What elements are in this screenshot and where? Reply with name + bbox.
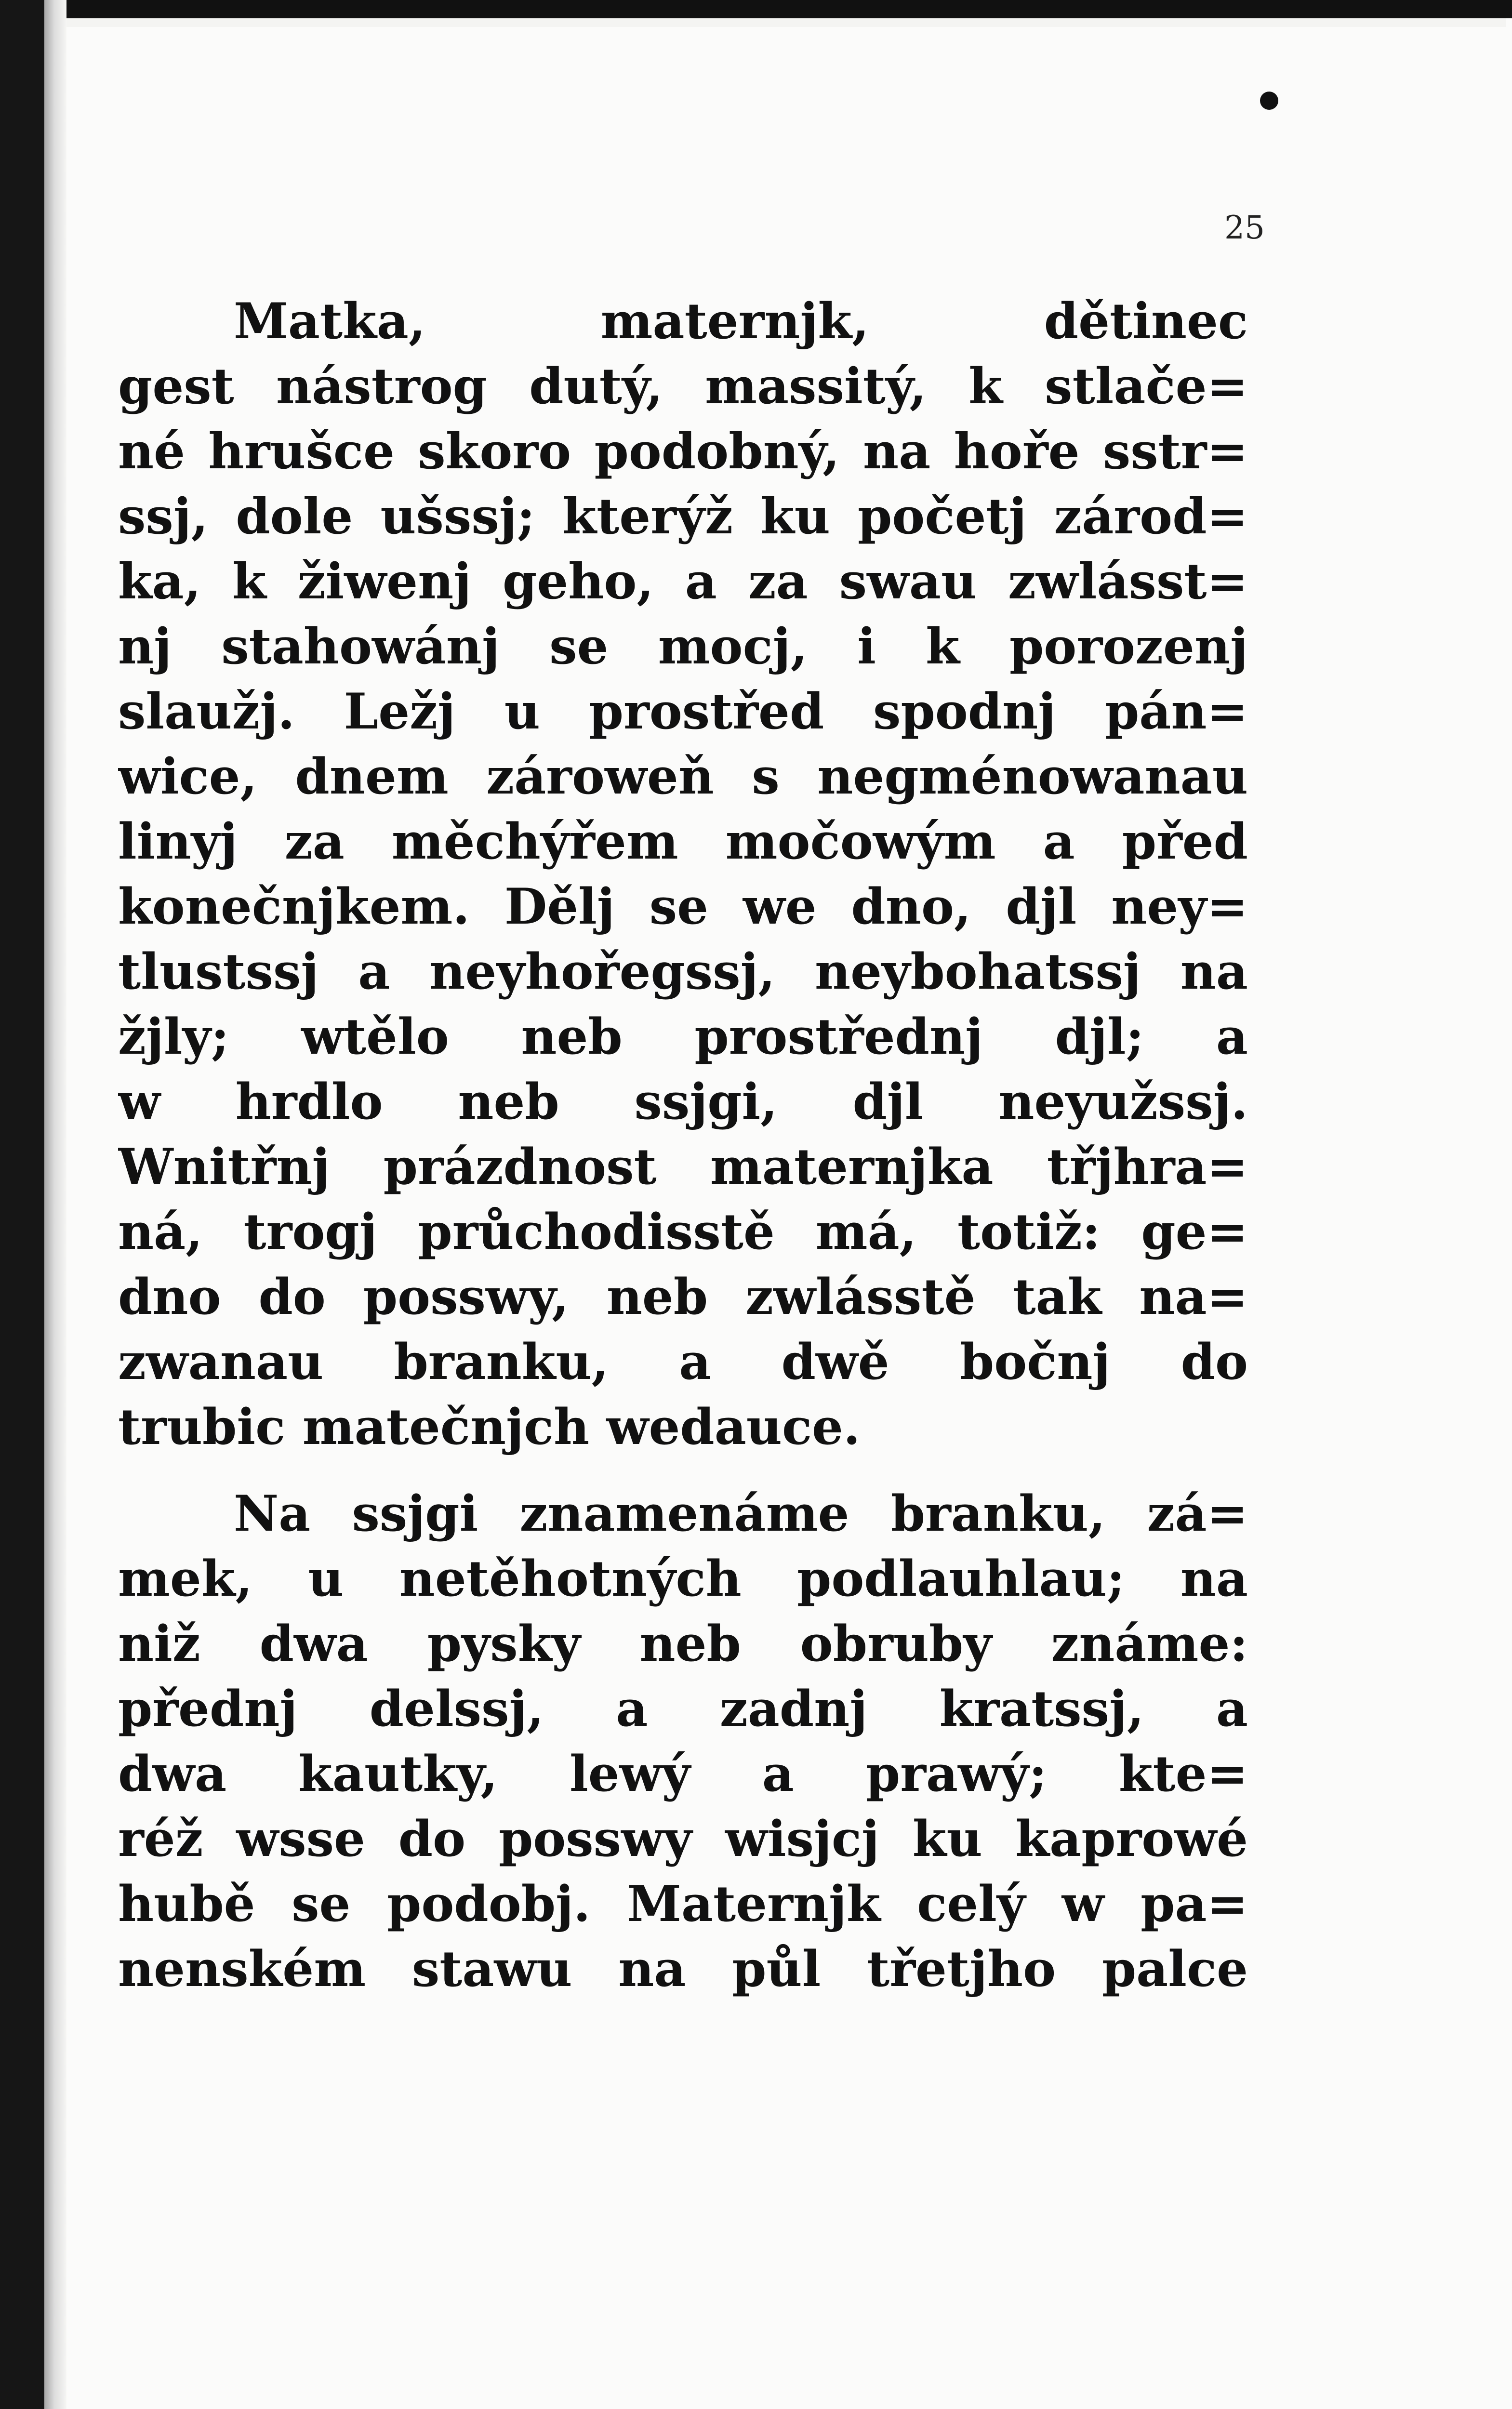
text-line: mek, u netěhotných podlauhlau; na bbox=[118, 1550, 1248, 1608]
text-line: né hrušce skoro podobný, na hoře sstr= bbox=[118, 423, 1248, 480]
text-line: Wnitřnj prázdnost maternjka třjhra= bbox=[118, 1138, 1248, 1196]
text-line: nj stahowánj se mocj, i k porozenj bbox=[118, 618, 1248, 675]
paragraph-1 bbox=[118, 289, 1248, 1460]
text-line: přednj delssj, a zadnj kratssj, a bbox=[118, 1680, 1248, 1738]
text-line: nenském stawu na půl třetjho palce bbox=[118, 1940, 1248, 1998]
page-number: 25 bbox=[1224, 209, 1265, 246]
text-line: Matka, maternjk, dětinec bbox=[234, 292, 1248, 350]
page-gutter-shadow bbox=[44, 0, 66, 2409]
text-line: žjly; wtělo neb prostřednj djl; a bbox=[118, 1008, 1248, 1066]
text-line: slaužj. Ležj u prostřed spodnj pán= bbox=[118, 683, 1248, 741]
top-paper-margin bbox=[46, 18, 1506, 27]
text-line: niž dwa pysky neb obruby známe: bbox=[118, 1615, 1248, 1673]
text-line: ssj, dole ušssj; kterýž ku početj zárod= bbox=[118, 488, 1248, 545]
text-line: ka, k žiwenj geho, a za swau zwlásst= bbox=[118, 553, 1248, 610]
text-line: gest nástrog dutý, massitý, k stlače= bbox=[118, 357, 1248, 415]
text-line: zwanau branku, a dwě bočnj do bbox=[118, 1333, 1248, 1391]
paragraph-gap bbox=[118, 1460, 1248, 1482]
text-line: Na ssjgi znamenáme branku, zá= bbox=[234, 1485, 1248, 1543]
text-line: tlustssj a neyhořegssj, neybohatssj na bbox=[118, 943, 1248, 1001]
text-line: trubic matečnjch wedauce. bbox=[118, 1398, 861, 1456]
paragraph-2 bbox=[118, 1482, 1248, 2002]
ink-spot bbox=[1260, 92, 1278, 110]
text-line: linyj za měchýřem močowým a před bbox=[118, 813, 1248, 871]
text-line: dno do posswy, neb zwlásstě tak na= bbox=[118, 1268, 1248, 1326]
text-line: réž wsse do posswy wisjcj ku kaprowé bbox=[118, 1810, 1248, 1868]
text-line: konečnjkem. Dělj se we dno, djl ney= bbox=[118, 878, 1248, 936]
text-line: hubě se podobj. Maternjk celý w pa= bbox=[118, 1875, 1248, 1933]
book-binding-edge bbox=[0, 0, 44, 2409]
top-page-edge bbox=[0, 0, 1512, 18]
text-line: wice, dnem zároweň s negménowanau bbox=[118, 748, 1248, 806]
text-line: w hrdlo neb ssjgi, djl neyužssj. bbox=[118, 1073, 1248, 1131]
text-line: dwa kautky, lewý a prawý; kte= bbox=[118, 1745, 1248, 1803]
text-line: ná, trogj průchodisstě má, totiž: ge= bbox=[118, 1203, 1248, 1261]
page-body-text bbox=[118, 289, 1248, 2002]
